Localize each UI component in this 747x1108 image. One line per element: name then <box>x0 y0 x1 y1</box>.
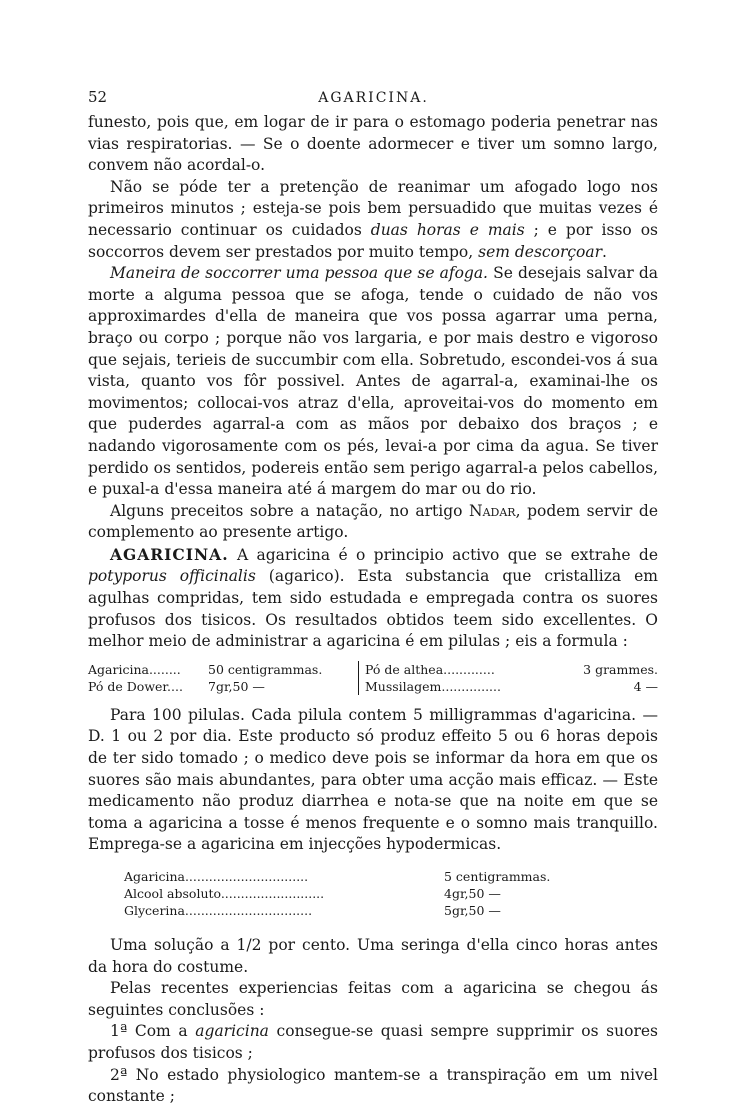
emphasis: sem descorçoar <box>478 242 603 261</box>
section-subheading: Maneira de soccorrer uma pessoa que se afoga. <box>110 264 488 283</box>
emphasis: duas horas e mais <box>370 220 525 239</box>
formula-row <box>124 868 550 885</box>
text-run: Com a <box>127 1022 196 1041</box>
ingredient: Pó de althea............. <box>359 661 556 678</box>
item-number: 2ª <box>110 1065 128 1084</box>
paragraph-solucao: Uma solução a 1/2 por cento. Uma seringa d'ella cinco horas antes da hora do costume. <box>88 936 658 976</box>
text-run: ; e por isso os soccorros devem ser prestados por muito tempo, <box>88 220 658 261</box>
formula-pilulas <box>88 661 658 695</box>
conclusion-item <box>88 1065 658 1108</box>
text-run: , podem servir de complemento ao presente artigo. <box>88 501 658 542</box>
quantity: 4 — <box>633 678 658 694</box>
formula-row <box>88 661 658 678</box>
ingredient: Agaricina........ <box>88 661 181 677</box>
page-number: 52 <box>88 88 108 106</box>
ingredient: Mussilagem............... <box>359 678 556 695</box>
paragraph-natacao <box>88 501 658 544</box>
ingredient: Pó de Dower.... <box>88 678 183 694</box>
quantity: 3 grammes. <box>583 661 658 677</box>
paragraph-afogado <box>88 177 658 263</box>
cross-reference: Nadar <box>469 501 516 520</box>
text-run: Alguns preceitos sobre a natação, no artigo <box>110 501 470 520</box>
paragraph-pilulas: Para 100 pilulas. Cada pilula contem 5 milligrammas d'agaricina. — D. 1 ou 2 por dia. Este producto só produz effeito 5 ou 6 horas depois de ter sido tomado ; o medico deve pois se informar da hora em que os suores são mais abundantes, para obter uma acção mais efficaz. — Este medicamento não produz diarrhea e nota-se que na noite em que se toma a agaricina a tosse é menos frequente e o somno mais tranquillo. Emprega-se a agaricina em injecções hypodermicas. <box>88 705 658 854</box>
emphasis: potyporus officinalis <box>88 567 256 586</box>
item-number: 1ª <box>110 1022 128 1041</box>
quantity: 5gr,50 — <box>444 903 501 918</box>
quantity: 5 centigrammas. <box>444 869 551 884</box>
entry-headword: AGARICINA. <box>110 544 229 564</box>
quantity: 50 centigrammas. <box>208 661 323 677</box>
conclusion-item <box>88 1021 658 1064</box>
ingredient: Agaricina............................... <box>124 869 309 884</box>
paragraph-maneira <box>88 263 658 501</box>
formula-row <box>124 885 550 902</box>
text-run: consegue-se quasi sempre supprimir os suores profusos dos tisicos ; <box>88 1022 658 1062</box>
paragraph-agaricina <box>88 544 658 653</box>
paragraph-conclusoes: Pelas recentes experiencias feitas com a agaricina se chegou ás seguintes conclusões : <box>88 979 658 1019</box>
ingredient: Glycerina................................ <box>124 903 313 918</box>
page-body <box>88 112 658 1108</box>
formula-row <box>88 678 658 695</box>
paragraph-continuation: funesto, pois que, em logar de ir para o estomago poderia penetrar nas vias respiratorias. — Se o doente adormecer e tiver um somno largo, convem não acordal-o. <box>88 113 658 175</box>
text-run: Não se póde ter a pretenção de reanimar um afogado logo nos primeiros minutos ; esteja-se pois bem persuadido que muitas vezes é necessario continuar os cuidados <box>88 177 658 239</box>
text-run: A agaricina é o principio activo que se extrahe de <box>228 545 658 564</box>
text-run: Se desejais salvar da morte a alguma pessoa que se afoga, tende o cuidado de não vos approximardes d'ella de maneira que vos possa agarrar uma perna, braço ou corpo ; porque não vos largaria, e por mais destro e vigoroso que sejais, terieis de succumbir com ella. Sobretudo, escondei-vos á sua vista, quanto vos fôr possivel. Antes de agarral-a, examinai-lhe os movimentos; collocai-vos atraz d'ella, aproveitai-vos do momento em que puderdes agarral-a com as mãos por debaixo dos braços ; e nadando vigorosamente com os pés, levai-a por cima da agua. Se tiver perdido os sentidos, podereis então sem perigo agarral-a pelos cabellos, e puxal-a d'essa maneira até á margem do mar ou do rio. <box>88 264 658 499</box>
running-title: AGARICINA. <box>318 90 429 106</box>
quantity: 4gr,50 — <box>444 886 501 901</box>
quantity: 7gr,50 — <box>208 678 265 694</box>
formula-row <box>124 902 550 919</box>
text-run: No estado physiologico mantem-se a transpiração em um nivel constante ; <box>88 1065 658 1106</box>
text-run: (agarico). Esta substancia que cristalliza em agulhas compridas, tem sido estudada e empregada contra os suores profusos dos tisicos. Os resultados obtidos teem sido excellentes. O melhor meio de administrar a agaricina é em pilulas ; eis a formula : <box>88 567 658 651</box>
emphasis: agaricina <box>195 1022 269 1041</box>
text-run: . <box>602 242 607 261</box>
ingredient: Alcool absoluto.......................... <box>124 886 325 901</box>
formula-injeccao <box>124 868 550 919</box>
